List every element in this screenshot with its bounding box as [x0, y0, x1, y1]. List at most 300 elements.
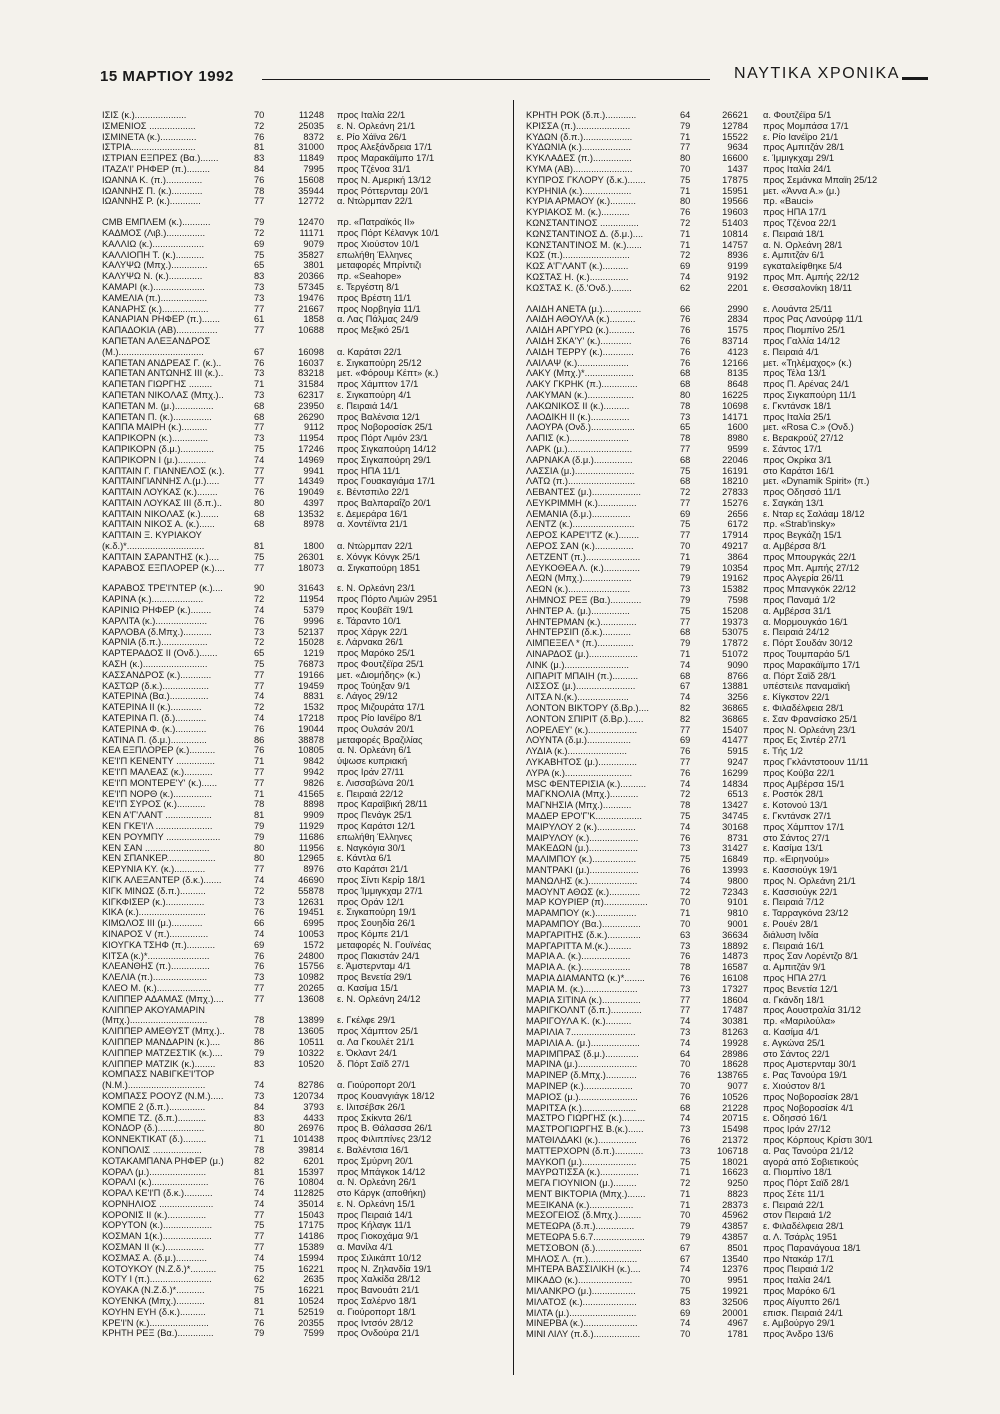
- ship-name: ΜΕΤΣΟΒΟΝ (δ.)..................: [526, 1242, 642, 1253]
- tonnage: 16225: [722, 389, 748, 400]
- build-year: 73: [254, 896, 265, 907]
- build-year: 74: [254, 1188, 265, 1199]
- build-year: 71: [254, 1306, 265, 1317]
- ship-name: ΚΙΓΚ ΜΙΝΩΣ (δ.π.)..........: [102, 885, 206, 896]
- tonnage: 9077: [727, 1080, 748, 1091]
- ship-name: ΚΑΡΙΝΑ (κ.)....................: [102, 594, 204, 605]
- tonnage: 9634: [727, 142, 748, 153]
- ship-name: ΚΙΤΣΑ (κ.)*........................: [102, 950, 210, 961]
- tonnage: 20366: [298, 271, 324, 282]
- ship-name: ΜΑΝΤΡΑΚΙ (μ.)...................: [526, 864, 639, 875]
- ship-entry: [102, 217, 504, 228]
- ship-name: ΚΟΣΜΑΣ Α. (δ.μ.)............: [102, 1252, 207, 1263]
- build-year: 83: [254, 153, 265, 164]
- ship-name: (Μπχ.)..............................: [102, 1015, 208, 1026]
- ship-name: ΚΕΡΥΝΙΑ ΚΥ. (κ.)............: [102, 864, 206, 875]
- ship-name: ΚΟΡΟΝΙΣ ΙΙ (κ.)...............: [102, 1209, 207, 1220]
- ship-name: ΚΟΥΕΝΚΑ (Μπχ.)...........: [102, 1296, 205, 1307]
- build-year: 81: [254, 810, 265, 821]
- ship-entry: [102, 799, 504, 810]
- ship-name: ΛΑΡΝΑΚΑ (δ.μ.)...............: [526, 454, 633, 465]
- voyage-info: προς Πόρτ Λιμόν 23/1: [337, 433, 428, 444]
- tonnage: 43857: [722, 1221, 748, 1232]
- tonnage: 15276: [722, 497, 748, 508]
- ship-entry: [526, 1157, 928, 1168]
- voyage-info: ε. Ρας Τανούρα 19/1: [763, 1070, 848, 1081]
- ship-entry: [102, 498, 504, 509]
- build-year: 73: [254, 1090, 265, 1101]
- ship-entry: [102, 1134, 504, 1145]
- ship-name: ΚΛΙΠΠΕΡ ΑΚΟΥΑΜΑΡΙΝ: [102, 1004, 205, 1015]
- build-year: 76: [254, 487, 265, 498]
- ship-entry: [102, 379, 504, 390]
- ship-name: ΚΟΝΠΟΛΙΣ ...................: [102, 1144, 202, 1155]
- build-year: 76: [680, 767, 691, 778]
- voyage-info: ε. Λουάντα 25/11: [763, 303, 833, 314]
- build-year: 74: [680, 659, 691, 670]
- voyage-info: προς Βαλένσια 12/1: [337, 411, 420, 422]
- build-year: 77: [254, 465, 265, 476]
- ship-name: ΜΑΡΙΝΑ (μ.).......................: [526, 1059, 638, 1070]
- ship-name: ΚΑΠΕΤΑΝ ΝΙΚΟΛΑΣ (Μπχ.)..: [102, 389, 224, 400]
- ship-entry: [526, 1081, 928, 1092]
- ship-entry: [526, 390, 928, 401]
- ship-entry: [526, 110, 928, 121]
- ship-entry: [526, 132, 928, 143]
- ship-entry: [526, 1264, 928, 1275]
- ship-entry: [102, 1285, 504, 1296]
- ship-name: ΛΗΝΤΕΡΜΑΝ (κ.)..............: [526, 616, 637, 627]
- voyage-info: προς Αουστραλία 31/12: [763, 1005, 861, 1016]
- voyage-info: προς Πόρτ Κέλανγκ 10/1: [337, 227, 440, 238]
- build-year: 77: [680, 724, 691, 735]
- ship-entry: [102, 1069, 504, 1080]
- ship-name: ΜΑΓΚΝΟΛΙΑ (Μπχ.)...........: [526, 789, 639, 800]
- tonnage: 16623: [722, 1167, 748, 1178]
- build-year: 74: [254, 691, 265, 702]
- voyage-info: προς Χάμπτον 17/1: [337, 379, 419, 390]
- build-year: 77: [680, 530, 691, 541]
- ship-entry: [526, 325, 928, 336]
- build-year: 72: [680, 250, 691, 261]
- build-year: 70: [680, 1080, 691, 1091]
- ship-name: ΚΛΕΑΝΘΗΣ (π.)...............: [102, 961, 210, 972]
- voyage-info: α. Ντώρμπαν 22/1: [337, 196, 413, 207]
- tonnage: 8648: [727, 379, 748, 390]
- tonnage: 13532: [298, 508, 324, 519]
- build-year: 68: [680, 476, 691, 487]
- voyage-info: ε. Σιγκαπούρη 25/12: [337, 357, 422, 368]
- ship-name: ΛΕΡΟΣ ΚΑΡΕ'Ι'ΤΖ (κ.)........: [526, 530, 640, 541]
- voyage-info: αγορά από Σοβιετικούς: [763, 1156, 859, 1167]
- ship-name: ΚΑΠΤΑΙΝ Γ. ΓΙΑΝΝΕΛΟΣ (κ.).: [102, 465, 225, 476]
- tonnage: 15498: [722, 1124, 748, 1135]
- voyage-info: ε. Πειραιά 7/12: [763, 897, 825, 908]
- build-year: 74: [680, 271, 691, 282]
- voyage-info: προς Αλγερία 26/11: [763, 573, 844, 584]
- tonnage: 76873: [298, 659, 324, 670]
- voyage-info: ε. Βέντσπιλο 22/1: [337, 487, 410, 498]
- build-year: 76: [680, 335, 691, 346]
- ship-name: ΚΑΣΤΩΡ (δ.κ.)..................: [102, 680, 209, 691]
- tonnage: 30168: [722, 821, 748, 832]
- voyage-info: α. Καράτσι 22/1: [337, 346, 402, 357]
- ship-entry: [102, 390, 504, 401]
- voyage-info: πρ. «Bauci»: [763, 196, 814, 207]
- ship-entry: [526, 1016, 928, 1027]
- tonnage: 16221: [298, 1263, 324, 1274]
- build-year: 74: [680, 1264, 691, 1275]
- voyage-info: προς Παναμά 1/2: [763, 595, 836, 606]
- ship-entry: [526, 250, 928, 261]
- build-year: 84: [254, 1101, 265, 1112]
- voyage-info: α. Αμβέρσα 8/1: [763, 541, 826, 552]
- voyage-info: ε. Τάραντο 10/1: [337, 615, 401, 626]
- build-year: 71: [680, 228, 691, 239]
- ship-entry: [526, 660, 928, 671]
- ship-entry: [526, 671, 928, 682]
- ship-entry: [102, 541, 504, 552]
- ship-name: ΚΙΓΚΦΙΣΕΡ (κ.)...............: [102, 896, 205, 907]
- build-year: 77: [254, 669, 265, 680]
- build-year: 74: [680, 1113, 691, 1124]
- voyage-info: προς Μπ. Αμπής 27/12: [763, 562, 860, 573]
- ship-entry: [526, 186, 928, 197]
- ship-entry: [526, 541, 928, 552]
- ship-name: ΛΑΠΙΣ (κ.).......................: [526, 433, 629, 444]
- tonnage: 81263: [722, 1026, 748, 1037]
- build-year: 78: [254, 1144, 265, 1155]
- tonnage: 19928: [722, 1037, 748, 1048]
- ship-entry: [526, 1254, 928, 1265]
- ship-entry: [526, 714, 928, 725]
- ship-name: ΚΑΡΑΒΟΣ ΕΞΠΛΟΡΕΡ (κ.)....: [102, 562, 225, 573]
- build-year: 79: [680, 638, 691, 649]
- ship-entry: [102, 864, 504, 875]
- build-year: 71: [680, 1188, 691, 1199]
- voyage-info: προς Κόμπε 21/1: [337, 928, 409, 939]
- ship-name: ΚΕ'Ι'Π ΚΕΝΕΝΤΥ ...............: [102, 756, 215, 767]
- tonnage: 46690: [298, 874, 324, 885]
- tonnage: 23950: [298, 400, 324, 411]
- build-year: 78: [254, 799, 265, 810]
- voyage-info: ε. Λάρνακα 26/1: [337, 637, 404, 648]
- tonnage: 15522: [722, 131, 748, 142]
- tonnage: 15994: [298, 1252, 324, 1263]
- build-year: 66: [254, 918, 265, 929]
- build-year: 72: [680, 886, 691, 897]
- ship-entry: [526, 519, 928, 530]
- build-year: 77: [680, 497, 691, 508]
- voyage-info: ε. Τής 1/2: [763, 746, 803, 757]
- ship-name: ΛΕΤΖΕΝΤ (π.).....................: [526, 551, 641, 562]
- tonnage: 6995: [303, 918, 324, 929]
- voyage-info: πρ. «Πατραϊκός ΙΙ»: [337, 217, 415, 228]
- voyage-info: ε. Γκντάνσκ 27/1: [763, 811, 832, 821]
- ship-entry: [526, 1146, 928, 1157]
- build-year: 78: [680, 400, 691, 411]
- build-year: 75: [680, 854, 691, 865]
- voyage-info: προ Ντακάρ 17/1: [763, 1253, 834, 1264]
- build-year: 76: [254, 1317, 265, 1328]
- ship-name: ΚΕΝ ΓΚΕ'Ι'Λ ......................: [102, 821, 213, 831]
- tonnage: 31584: [298, 379, 324, 390]
- build-year: 64: [680, 110, 691, 120]
- build-year: 72: [254, 637, 265, 648]
- build-year: 73: [254, 292, 265, 303]
- build-year: 76: [254, 357, 265, 368]
- ship-name: ΚΟΥΑΚΑ (Ν.Ζ.δ.)*...........: [102, 1285, 205, 1296]
- tonnage: 13899: [298, 1015, 324, 1026]
- build-year: 68: [680, 454, 691, 465]
- ship-entry: [526, 1221, 928, 1232]
- build-year: 76: [680, 1134, 691, 1145]
- ship-entry: [526, 283, 928, 294]
- tonnage: 106718: [716, 1145, 748, 1156]
- ship-name: ΚΛΙΠΠΕΡ ΜΑΝΔΑΡΙΝ (κ.)....: [102, 1036, 221, 1047]
- ship-name: ΛΑΟΥΡΑ (Ονδ.).................: [526, 422, 635, 433]
- build-year: 76: [680, 746, 691, 757]
- ship-entry: [526, 854, 928, 865]
- voyage-info: προς Ιταλία 24/1: [763, 1275, 832, 1286]
- build-year: 74: [254, 454, 265, 465]
- voyage-info: ε. Ν. Ορλεάνη 21/1: [337, 120, 416, 131]
- ship-name: ΚΟΜΠΕ ΤΖ. (δ.π.)...........: [102, 1112, 207, 1123]
- voyage-info: προς Ρας Λανούρφ 11/1: [763, 314, 863, 325]
- ship-name: ΚΑΔΜΟΣ (Λιβ.)...............: [102, 227, 206, 238]
- ship-name: ΜΙΛΤΑ (μ.)..........................: [526, 1307, 637, 1318]
- ship-entry: [526, 1297, 928, 1308]
- ship-name: ΜΑΡΙΝΕΡ (δ.Μπχ.)............: [526, 1070, 637, 1081]
- ship-name: ΜΑΥΡΩΤΙΣΣΑ (κ.)...............: [526, 1167, 639, 1178]
- build-year: 65: [254, 260, 265, 271]
- ship-entry: [526, 1232, 928, 1243]
- voyage-info: προς Μιζουράτα 17/1: [337, 702, 425, 713]
- ship-entry: [102, 228, 504, 239]
- voyage-info: προς Ονδούρα 21/1: [337, 1328, 420, 1339]
- voyage-info: α. Ρας Τανούρα 21/12: [763, 1145, 854, 1156]
- tonnage: 18021: [722, 1156, 748, 1167]
- voyage-info: προς Β. Θάλασσα 26/1: [337, 1123, 433, 1134]
- build-year: 77: [254, 325, 265, 336]
- ship-name: ΛΑΚΥΜΑΝ (κ.)..................: [526, 389, 634, 400]
- ship-entry: [102, 897, 504, 908]
- voyage-info: α. Γκάνδη 18/1: [763, 994, 825, 1005]
- ship-name: (Ν.Μ.)..............................: [102, 1080, 206, 1091]
- voyage-info: α. Λας Πάλμας 24/9: [337, 314, 419, 325]
- tonnage: 10511: [298, 1036, 324, 1047]
- tonnage: 35014: [298, 1198, 324, 1209]
- ship-entry: [526, 627, 928, 638]
- ship-entry: [526, 995, 928, 1006]
- ship-name: ΛΑΡΚ (μ.).........................: [526, 443, 633, 454]
- ship-name: ΚΥΔΩΝ (δ.π.)...................: [526, 131, 633, 142]
- ship-name: ΚΑΠΤΑΙΝΓΙΑΝΝΗΣ Λ.(μ.).....: [102, 476, 220, 487]
- ship-entry: [526, 692, 928, 703]
- ship-entry: [102, 401, 504, 412]
- build-year: 70: [680, 163, 691, 174]
- build-year: 79: [680, 1221, 691, 1232]
- build-year: 68: [680, 1102, 691, 1113]
- voyage-info: προς Χαλκίδα 28/12: [337, 1274, 421, 1285]
- ship-entry: [526, 466, 928, 477]
- tonnage: 17327: [722, 983, 748, 994]
- build-year: 68: [680, 368, 691, 379]
- ship-entry: [526, 1243, 928, 1254]
- ship-name: ΚΟΜΠΑΣΣ ΝΑΒΙΓΚΕ'Ι'ΤΟΡ: [102, 1069, 215, 1080]
- ship-list-column-right: [526, 110, 928, 1340]
- tonnage: 8976: [303, 864, 324, 875]
- build-year: 69: [680, 735, 691, 746]
- ship-name: ΜΑΤΤΕΡΧΟΡΝ (δ.π.)...........: [526, 1145, 644, 1156]
- build-year: 77: [680, 757, 691, 768]
- build-year: 76: [680, 832, 691, 843]
- ship-entry: [526, 1286, 928, 1297]
- ship-name: ΜΑΡΙΛΙΑ Α. (μ.)...................: [526, 1037, 640, 1048]
- voyage-info: ε. Όκλαντ 24/1: [337, 1047, 398, 1058]
- build-year: 67: [680, 1253, 691, 1264]
- voyage-info: προς Καραϊβική 28/11: [337, 799, 428, 810]
- ship-entry: [526, 573, 928, 584]
- ship-name: ΛΙΝΚ (μ.).........................: [526, 659, 629, 670]
- build-year: 71: [680, 908, 691, 919]
- voyage-info: προς Σμύρνη 20/1: [337, 1155, 413, 1166]
- build-year: 71: [254, 379, 265, 390]
- voyage-info: προς Ν. Ορλεάνη 21/1: [763, 875, 856, 886]
- tonnage: 19476: [298, 292, 324, 303]
- ship-name: ΛΕΒΑΝΤΕΣ (μ.)...................: [526, 487, 641, 498]
- build-year: 83: [254, 271, 265, 282]
- ship-entry: [526, 368, 928, 379]
- tonnage: 36865: [722, 713, 748, 724]
- voyage-info: προς Π. Αρένας 24/1: [763, 379, 850, 390]
- tonnage: 9842: [303, 756, 324, 767]
- build-year: 82: [680, 703, 691, 714]
- voyage-info: προς Αμβέρσα 15/1: [763, 778, 845, 789]
- tonnage: 6201: [303, 1155, 324, 1166]
- ship-name: ΚΑΠΑΔΟΚΙΑ (ΑΒ)................: [102, 325, 218, 336]
- ship-entry: [102, 735, 504, 746]
- tonnage: 15208: [722, 605, 748, 616]
- voyage-info: προς Καράτσι 12/1: [337, 821, 416, 831]
- tonnage: 20265: [298, 982, 324, 993]
- voyage-info: προς Μαρακάϊμπο 17/1: [337, 153, 435, 164]
- voyage-info: προς Χιούστον 10/1: [337, 238, 420, 249]
- voyage-info: μετ. «Dynamik Spirit» (π.): [763, 476, 870, 487]
- ship-entry: [102, 929, 504, 940]
- voyage-info: α. Πόρτ Σαϊδ 28/1: [763, 670, 836, 681]
- tonnage: 20715: [722, 1113, 748, 1124]
- ship-entry: [102, 756, 504, 767]
- ship-entry: [526, 1200, 928, 1211]
- ship-entry: [102, 260, 504, 271]
- ship-name: ΚΑΝΑΡΙΑΝ ΡΗΦΕΡ (π.).......: [102, 314, 221, 325]
- ship-name: ΜΑΡΙΑ ΣΙΤΙΝΑ (κ.)...............: [526, 994, 641, 1005]
- ship-entry: [102, 907, 504, 918]
- tonnage: 82786: [298, 1080, 324, 1091]
- ship-name: ΜΗΛΟΣ Λ. (π.)...................: [526, 1253, 638, 1264]
- voyage-info: α. Γιούροπορτ 20/1: [337, 1080, 416, 1091]
- ship-entry: [526, 865, 928, 876]
- voyage-info: προς Νοβοροσίσκ 28/1: [763, 1091, 859, 1102]
- ship-name: ΛΗΜΝΟΣ ΡΕΞ (Βα.)............: [526, 595, 642, 606]
- ship-entry: [102, 1059, 504, 1070]
- build-year: 72: [254, 594, 265, 605]
- build-year: 80: [254, 853, 265, 864]
- tonnage: 15407: [722, 724, 748, 735]
- tonnage: 26290: [298, 411, 324, 422]
- ship-entry: [102, 164, 504, 175]
- voyage-info: προς Μπουργκάς 22/1: [763, 551, 857, 562]
- voyage-info: προς Ιταλία 22/1: [337, 110, 406, 120]
- ship-name: ΙΣΤΡΙΑΝ ΕΞΠΡΕΣ (Βα.).......: [102, 153, 219, 164]
- build-year: 77: [254, 422, 265, 433]
- tonnage: 1575: [727, 325, 748, 336]
- build-year: 61: [254, 314, 265, 325]
- build-year: 73: [680, 843, 691, 854]
- build-year: 74: [680, 1016, 691, 1027]
- ship-name: ΜΕΝΤ ΒΙΚΤΟΡΙΑ (Μπχ.).......: [526, 1188, 646, 1199]
- tonnage: 72343: [722, 886, 748, 897]
- build-year: 80: [254, 497, 265, 508]
- ship-entry: [102, 1264, 504, 1275]
- voyage-info: επωλήθη Έλληνες: [337, 831, 413, 842]
- tonnage: 7598: [727, 595, 748, 606]
- build-year: 82: [680, 713, 691, 724]
- tonnage: 15397: [298, 1166, 324, 1177]
- ship-entry: [102, 314, 504, 325]
- ship-name: ΛΑΙΛΑΨ (κ.)....................: [526, 357, 629, 368]
- page-header: [100, 64, 928, 90]
- ship-entry: [526, 261, 928, 272]
- tonnage: 11171: [299, 227, 324, 238]
- build-year: 75: [254, 551, 265, 562]
- voyage-info: ε. Δεμεράρα 16/1: [337, 508, 408, 519]
- voyage-info: προς Γαλλία 14/12: [763, 335, 841, 346]
- ship-entry: [102, 583, 504, 594]
- voyage-info: προς Βρέστη 11/1: [337, 292, 412, 303]
- voyage-info: προς Ιταλία 25/1: [763, 411, 832, 422]
- build-year: 76: [254, 174, 265, 185]
- ship-entry: [102, 972, 504, 983]
- ship-entry: [526, 941, 928, 952]
- build-year: 72: [680, 217, 691, 228]
- tonnage: 17872: [722, 638, 748, 649]
- ship-name: ΚΙΜΩΛΟΣ ΙΙΙ (μ.)............: [102, 918, 203, 929]
- ship-name: ΜΑΣΤΡΟ ΓΙΩΡΓΗΣ (κ.).........: [526, 1113, 646, 1124]
- tonnage: 112825: [293, 1188, 324, 1199]
- ship-name: ΜΙΛΑΤΟΣ (κ.).....................: [526, 1296, 637, 1307]
- build-year: 74: [254, 874, 265, 885]
- voyage-info: ε. Κασίμα 13/1: [763, 843, 823, 854]
- tonnage: 8831: [303, 691, 324, 702]
- voyage-info: προς Πόρτο Λιμών 2951: [337, 594, 438, 605]
- tonnage: 13608: [298, 993, 324, 1004]
- build-year: 78: [680, 433, 691, 444]
- ship-entry: [526, 638, 928, 649]
- ship-entry: [526, 984, 928, 995]
- voyage-info: στο Σάντος 22/1: [763, 1048, 830, 1059]
- tonnage: 14171: [722, 411, 748, 422]
- ship-name: ΚΟΣΜΑΝ ΙΙ (κ.)...............: [102, 1242, 205, 1253]
- ship-name: ΙΣΜΙΝΕΤΑ (κ.)..............: [102, 131, 197, 142]
- build-year: 83: [254, 1112, 265, 1123]
- ship-entry: [526, 218, 928, 229]
- ship-entry: [526, 973, 928, 984]
- build-year: 71: [680, 551, 691, 562]
- ship-entry: [102, 509, 504, 520]
- ship-name: ΚΛΙΠΠΕΡ ΜΑΤΖΕΣΤΙΚ (κ.)....: [102, 1047, 223, 1058]
